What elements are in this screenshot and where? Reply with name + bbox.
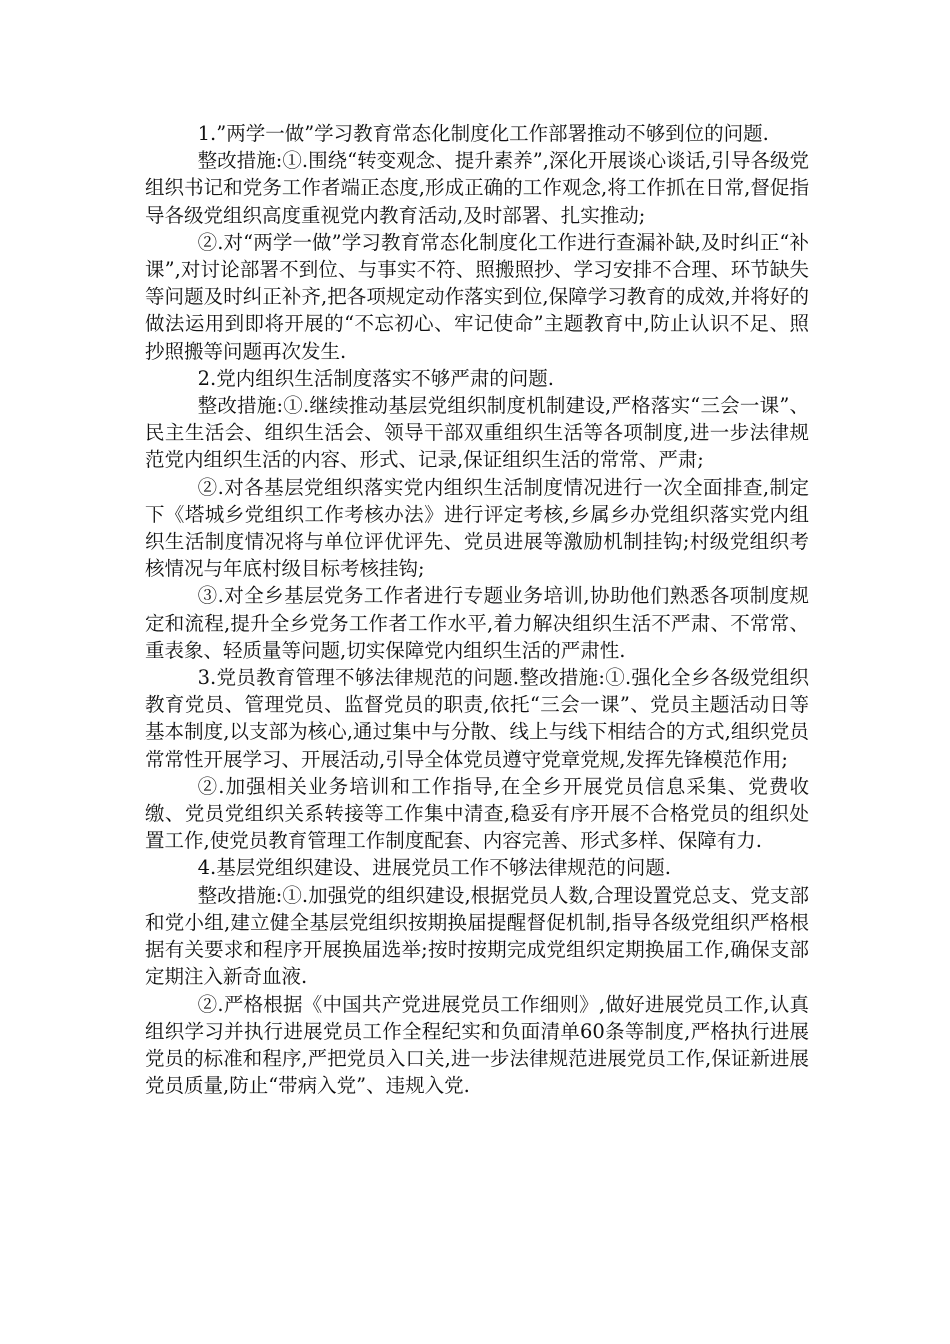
paragraph-2-measure-3: ③.对全乡基层党务工作者进行专题业务培训,协助他们熟悉各项制度规定和流程,提升全乡党务工作者工作水平,着力解决组织生活不严肃、不常常、重表象、轻质量等问题,切实保障党内组织生活的严肃性. bbox=[145, 584, 809, 662]
paragraph-3-heading-and-measure-1: 3.党员教育管理不够法律规范的问题.整改措施:①.强化全乡各级党组织教育党员、管理党员、监督党员的职责,依托“三会一课”、党员主题活动日等基本制度,以支部为核心,通过集中与分散、线上与线下相结合的方式,组织党员常常性开展学习、开展活动,引导全体党员遵守党章党规,发挥先锋模范作用; bbox=[145, 666, 809, 771]
paragraph-2-measure-1: 整改措施:①.继续推动基层党组织制度机制建设,严格落实“三会一课”、民主生活会、组织生活会、领导干部双重组织生活等各项制度,进一步法律规范党内组织生活的内容、形式、记录,保证组织生活的常常、严肃; bbox=[145, 394, 809, 472]
paragraph-1-measure-2: ②.对“两学一做”学习教育常态化制度化工作进行查漏补缺,及时纠正“补课”,对讨论部署不到位、与事实不符、照搬照抄、学习安排不合理、环节缺失等问题及时纠正补齐,把各项规定动作落实到位,保障学习教育的成效,并将好的做法运用到即将开展的“不忘初心、牢记使命”主题教育中,防止认识不足、照抄照搬等问题再次发生. bbox=[145, 230, 809, 363]
paragraph-2-measure-2: ②.对各基层党组织落实党内组织生活制度情况进行一次全面排查,制定下《塔城乡党组织工作考核办法》进行评定考核,乡属乡办党组织落实党内组织生活制度情况将与单位评优评先、党员进展等激励机制挂钩;村级党组织考核情况与年底村级目标考核挂钩; bbox=[145, 475, 809, 581]
paragraph-3-measure-2: ②.加强相关业务培训和工作指导,在全乡开展党员信息采集、党费收缴、党员党组织关系转接等工作集中清查,稳妥有序开展不合格党员的组织处置工作,使党员教育管理工作制度配套、内容完善、形式多样、保障有力. bbox=[145, 774, 809, 853]
paragraph-4-heading: 4.基层党组织建设、进展党员工作不够法律规范的问题. bbox=[197, 856, 671, 880]
paragraph-1-measure-1: 整改措施:①.围绕“转变观念、提升素养”,深化开展谈心谈话,引导各级党组织书记和党务工作者端正态度,形成正确的工作观念,将工作抓在日常,督促指导各级党组织高度重视党内教育活动,及时部署、扎实推动; bbox=[145, 149, 809, 227]
paragraph-4-measure-2: ②.严格根据《中国共产党进展党员工作细则》,做好进展党员工作,认真组织学习并执行进展党员工作全程纪实和负面清单60条等制度,严格执行进展党员的标准和程序,严把党员入口关,进一步法律规范进展党员工作,保证新进展党员质量,防止“带病入党”、违规入党. bbox=[145, 992, 809, 1098]
document-body bbox=[145, 120, 809, 1099]
paragraph-2-heading: 2.党内组织生活制度落实不够严肃的问题. bbox=[197, 366, 554, 390]
paragraph-1-heading: 1.”两学一做”学习教育常态化制度化工作部署推动不够到位的问题. bbox=[197, 122, 769, 145]
paragraph-4-measure-1: 整改措施:①.加强党的组织建设,根据党员人数,合理设置党总支、党支部和党小组,建立健全基层党组织按期换届提醒督促机制,指导各级党组织严格根据有关要求和程序开展换届选举;按时按期完成党组织定期换届工作,确保支部定期注入新奇血液. bbox=[145, 883, 809, 989]
